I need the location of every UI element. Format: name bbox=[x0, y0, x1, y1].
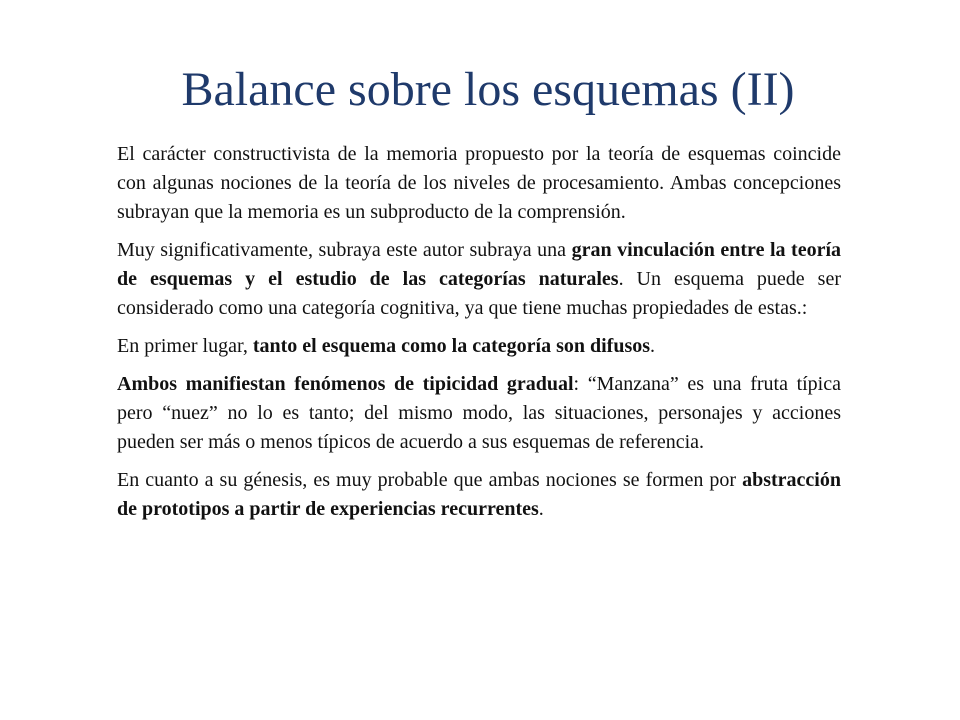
paragraph-1-text: El carácter constructivista de la memoria propuesto por la teoría de esquemas coincide con algunas nociones de la teoría de los niveles de procesamiento. Ambas concepciones subrayan que la memoria es un subproducto de la comprensión. bbox=[117, 143, 841, 223]
paragraph-4-text: : “Manzana” es una fruta típica pero “nuez” no lo es tanto; del mismo modo, las situaciones, personajes y acciones pueden ser más o menos típicos de acuerdo a sus esquemas de referencia. bbox=[117, 373, 841, 453]
paragraph-3 bbox=[117, 332, 841, 361]
slide-title: Balance sobre los esquemas (II) bbox=[181, 63, 795, 116]
paragraph-3-emphasis: tanto el esquema como la categoría son difusos bbox=[252, 335, 651, 357]
paragraph-5-text-end: . bbox=[538, 498, 544, 520]
paragraph-5 bbox=[117, 466, 841, 524]
paragraph-4-emphasis: Ambos manifiestan fenómenos de tipicidad gradual bbox=[117, 373, 574, 395]
paragraph-3-text: En primer lugar, bbox=[117, 335, 253, 357]
paragraph-2-emphasis: gran vinculación entre la teoría de esquemas y el estudio de las categorías naturales bbox=[117, 239, 842, 290]
paragraph-5-emphasis: abstracción de prototipos a partir de experiencias recurrentes bbox=[117, 469, 841, 520]
paragraph-5-text: En cuanto a su génesis, es muy probable que ambas nociones se formen por bbox=[117, 469, 743, 491]
paragraph-4 bbox=[117, 370, 841, 457]
paragraph-2-text: Muy significativamente, subraya este autor subraya una bbox=[117, 239, 572, 261]
paragraph-2-text-end: . Un esquema puede ser considerado como una categoría cognitiva, ya que tiene muchas propiedades de estas.: bbox=[117, 268, 841, 319]
paragraph-3-text-end: . bbox=[650, 335, 656, 357]
paragraph-1 bbox=[117, 140, 841, 227]
slide-body bbox=[117, 140, 841, 533]
paragraph-2 bbox=[117, 236, 841, 323]
